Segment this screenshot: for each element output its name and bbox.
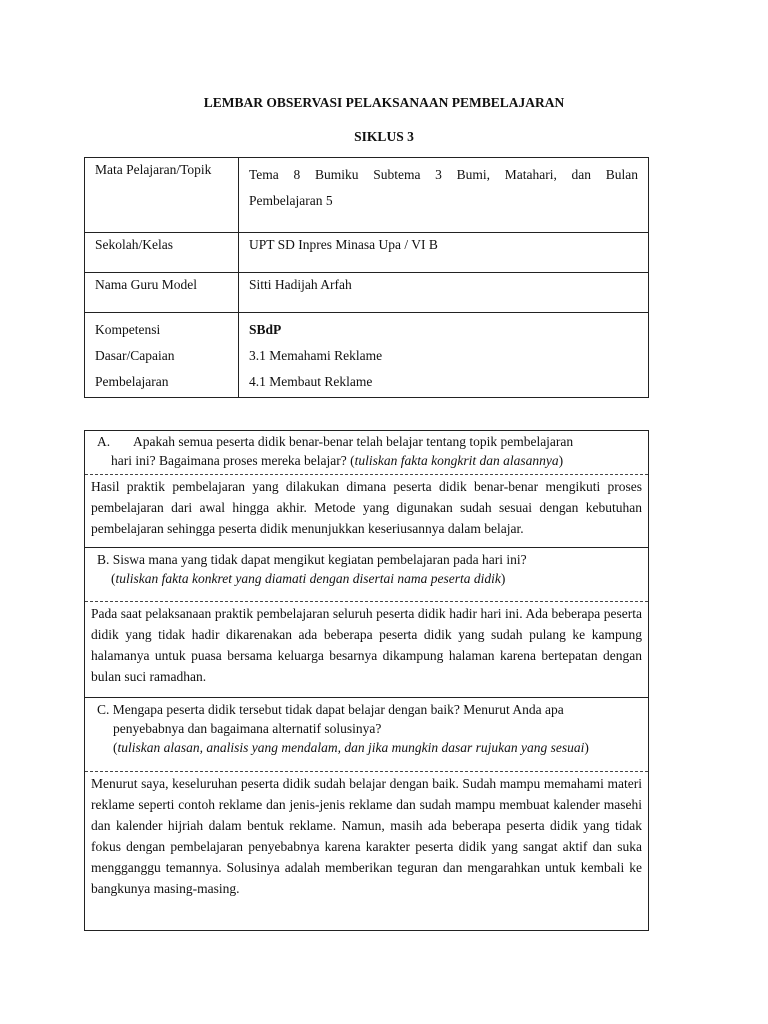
question-a-line1: A. Apakah semua peserta didik benar-benar telah belajar tentang topik pembelajaran — [97, 434, 574, 449]
question-c-line1: C. Mengapa peserta didik tersebut tidak dapat belajar dengan baik? Menurut Anda apa — [97, 702, 564, 717]
question-a-box — [84, 430, 649, 547]
info-row-subject — [85, 158, 649, 233]
competency-label-line3: Pembelajaran — [95, 374, 169, 389]
competency-kd-4: 4.1 Membaut Reklame — [249, 374, 373, 389]
cycle-title: SIKLUS 3 — [354, 129, 414, 144]
question-b-line2-close: ) — [500, 571, 506, 586]
question-c — [85, 698, 648, 771]
question-b-instruction: tuliskan fakta konkret yang diamati dengan disertai nama peserta didik — [115, 571, 501, 586]
competency-label — [85, 313, 239, 398]
school-label: Sekolah/Kelas — [85, 233, 239, 273]
question-c-line3-open: ( — [113, 740, 118, 755]
question-a-instruction: tuliskan fakta kongkrit dan alasannya — [354, 453, 559, 468]
question-c-instruction: tuliskan alasan, analisis yang mendalam, dan jika mungkin dasar rujukan yang sesuai — [117, 740, 585, 755]
question-b-line2 — [97, 569, 638, 588]
school-value: UPT SD Inpres Minasa Upa / VI B — [239, 233, 649, 273]
question-c-line3 — [97, 738, 638, 757]
competency-value — [239, 313, 649, 398]
question-a-line2-text: hari ini? Bagaimana proses mereka belajar? ( — [111, 453, 355, 468]
subject-value-line1: Tema 8 Bumiku Subtema 3 Bumi, Matahari, dan Bulan — [249, 167, 638, 182]
info-row-school — [85, 233, 649, 273]
info-row-competency — [85, 313, 649, 398]
question-a-line2-close: ) — [558, 453, 564, 468]
answer-b: Pada saat pelaksanaan praktik pembelajaran seluruh peserta didik hadir hari ini. Ada beberapa peserta didik yang tidak hadir dikarenakan ada beberapa peserta didik yang sudah pulang ke kampung halamanya untuk puasa bersama keluarga besarnya dikampung halaman karena bertepatan dengan bulan suci ramadhan. — [85, 601, 648, 698]
subject-value — [239, 158, 649, 233]
subject-label: Mata Pelajaran/Topik — [85, 158, 239, 233]
question-b-line1: B. Siswa mana yang tidak dapat mengikut kegiatan pembelajaran pada hari ini? — [97, 552, 527, 567]
question-c-box — [84, 697, 649, 931]
competency-subject: SBdP — [249, 322, 282, 337]
competency-label-line1: Kompetensi — [95, 322, 161, 337]
question-b-box — [84, 547, 649, 697]
competency-kd-3: 3.1 Memahami Reklame — [249, 348, 383, 363]
question-c-line3-close: ) — [584, 740, 589, 755]
competency-label-line2: Dasar/Capaian — [95, 348, 175, 363]
question-b-line2-open: ( — [111, 571, 116, 586]
subject-value-line2: Pembelajaran 5 — [249, 193, 333, 208]
question-a — [85, 431, 648, 474]
teacher-value: Sitti Hadijah Arfah — [239, 273, 649, 313]
teacher-label: Nama Guru Model — [85, 273, 239, 313]
answer-a: Hasil praktik pembelajaran yang dilakukan dimana peserta didik benar-benar mengikuti proses pembelajaran dari awal hingga akhir. Metode yang digunakan sudah sesuai dengan kebutuhan pembelajaran sehingga peserta didik menunjukkan keseriusannya dalam belajar. — [85, 474, 648, 548]
question-b — [85, 548, 648, 601]
answer-c: Menurut saya, keseluruhan peserta didik sudah belajar dengan baik. Sudah mampu memahami materi reklame seperti contoh reklame dan jenis-jenis reklame dan sudah mampu membuat kalender masehi dan kalender hijriah dalam bentuk reklame. Namun, masih ada beberapa peserta didik yang tidak fokus dengan pembelajaran penyebabnya karena karakter peserta didik yang sangat aktif dan suka mengganggu temannya. Solusinya adalah memberikan teguran dan mengarahkan untuk kembali ke bangkunya masing-masing. — [85, 771, 648, 931]
info-row-teacher — [85, 273, 649, 313]
question-c-line2: penyebabnya dan bagaimana alternatif solusinya? — [113, 721, 382, 736]
question-a-line2 — [97, 451, 638, 470]
info-table — [84, 157, 649, 398]
document-title: LEMBAR OBSERVASI PELAKSANAAN PEMBELAJARAN — [203, 95, 565, 110]
